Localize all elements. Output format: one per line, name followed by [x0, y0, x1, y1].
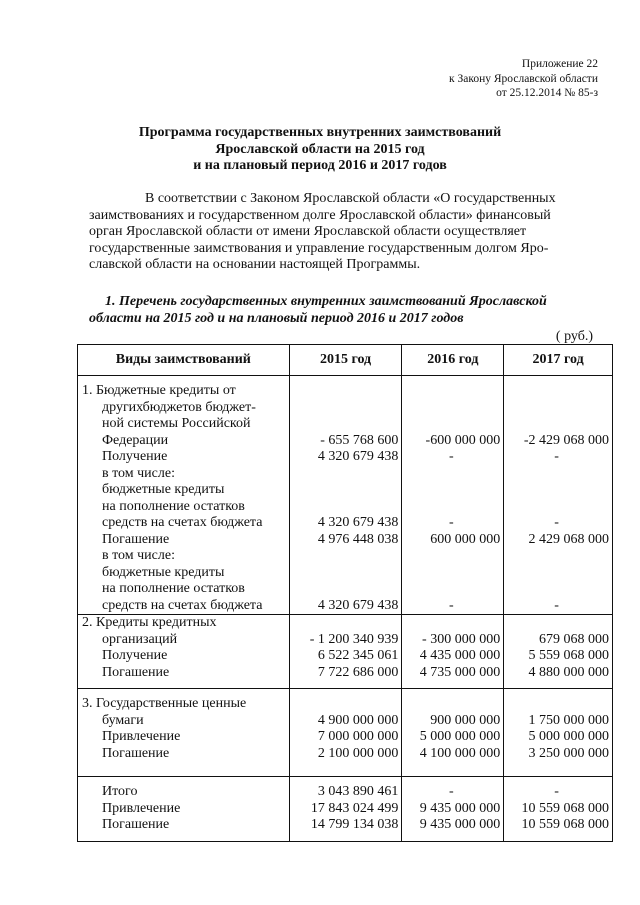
row-label: бюджетные кредиты	[102, 564, 225, 580]
title-line-1: Программа государственных внутренних заимствований	[138, 125, 502, 140]
value: 4 880 000 000	[528, 664, 609, 680]
value: 5 559 068 000	[528, 648, 609, 663]
value: 10 559 068 000	[521, 817, 609, 832]
value: 7 000 000 000	[317, 729, 399, 744]
value-cell-2017	[504, 615, 613, 689]
value: -	[554, 515, 559, 530]
value-cell-2017	[504, 689, 613, 777]
value: -	[554, 784, 559, 799]
value: 2 429 068 000	[528, 531, 609, 547]
value: 9 435 000 000	[419, 817, 501, 832]
intro-line: В соответствии с Законом Ярославской области «О государственных	[145, 191, 556, 206]
value: - 1 200 340 939	[309, 631, 399, 647]
value: 2 100 000 000	[317, 745, 399, 761]
unit-label: ( руб.)	[555, 329, 593, 344]
value: 4 320 679 438	[317, 597, 399, 613]
row-label: другихбюджетов бюджет-	[102, 399, 256, 415]
value: 6 522 345 061	[317, 648, 399, 663]
row-label: средств на счетах бюджета	[102, 597, 263, 613]
appendix-date: от 25.12.2014 № 85-з	[496, 87, 598, 99]
row-label: в том числе:	[102, 548, 175, 563]
row-label: 1. Бюджетные кредиты от	[82, 383, 236, 398]
value: 5 000 000 000	[419, 729, 501, 744]
table-row-budget-credits	[78, 376, 613, 615]
header-2016: 2016 год	[402, 345, 504, 376]
section-line: области на 2015 год и на плановый период 2016 и 2017 годов	[89, 310, 464, 326]
title-line-2: Ярославской области на 2015 год	[215, 141, 425, 157]
value: -	[448, 449, 454, 464]
value: 4 900 000 000	[317, 712, 399, 728]
value: -	[554, 449, 559, 464]
document-title	[0, 125, 640, 175]
value: - 300 000 000	[422, 631, 501, 647]
intro-line: орган Ярославской области от имени Ярославской области осуществляет	[89, 224, 527, 239]
value: 4 735 000 000	[419, 664, 501, 680]
row-label: бюджетные кредиты	[102, 482, 225, 497]
value-cell-2017	[504, 376, 613, 615]
value: -600 000 000	[425, 432, 501, 448]
intro-paragraph	[89, 191, 597, 274]
value: 4 320 679 438	[317, 515, 399, 530]
table-row-securities	[78, 689, 613, 777]
value: 900 000 000	[430, 712, 501, 728]
value: -2 429 068 000	[523, 432, 609, 448]
value: 3 250 000 000	[528, 745, 609, 761]
row-label: Итого	[102, 784, 138, 799]
value-cell-2016	[402, 777, 504, 842]
row-label: Погашение	[102, 745, 170, 761]
header-kind: Виды заимствований	[78, 345, 290, 376]
row-label-cell	[78, 777, 290, 842]
value-cell-2016	[402, 615, 504, 689]
value-cell-2015	[289, 376, 402, 615]
table-row-credit-organizations	[78, 615, 613, 689]
row-label: Федерации	[102, 432, 169, 448]
value: 5 000 000 000	[528, 729, 609, 744]
table-row-total	[78, 777, 613, 842]
value: 1 750 000 000	[528, 712, 609, 728]
value: - 655 768 600	[320, 432, 399, 448]
row-label: Погашение	[102, 817, 170, 832]
row-label-cell	[78, 689, 290, 777]
appendix-number: Приложение 22	[521, 58, 598, 70]
value: 9 435 000 000	[419, 800, 501, 816]
value-cell-2015	[289, 689, 402, 777]
row-label: Привлечение	[102, 729, 181, 744]
row-label: на пополнение остатков	[102, 581, 245, 596]
row-label-cell	[78, 615, 290, 689]
value: 17 843 024 499	[310, 800, 399, 816]
value: 7 722 686 000	[317, 664, 399, 680]
intro-line: заимствованиях и государственном долге Ярославской области» финансовый	[89, 207, 551, 223]
value: 4 100 000 000	[419, 745, 501, 761]
row-label: 2. Кредиты кредитных	[82, 615, 217, 630]
appendix-law: к Закону Ярославской области	[449, 72, 598, 85]
value-cell-2015	[289, 615, 402, 689]
value: 10 559 068 000	[521, 800, 609, 816]
intro-line: государственные заимствования и управление государственным долгом Яро-	[89, 240, 549, 256]
row-label: Погашение	[102, 531, 170, 547]
row-label: на пополнение остатков	[102, 498, 245, 514]
row-label: организаций	[102, 631, 178, 647]
row-label: 3. Государственные ценные	[82, 696, 247, 711]
row-label: ной системы Российской	[102, 416, 251, 431]
value: -	[448, 784, 454, 799]
header-2017: 2017 год	[504, 345, 613, 376]
table-header-row	[78, 345, 613, 376]
value: 4 976 448 038	[317, 531, 399, 547]
row-label: Получение	[102, 648, 168, 663]
value: 679 068 000	[539, 631, 609, 647]
value: 4 320 679 438	[317, 449, 399, 464]
header-2015: 2015 год	[289, 345, 402, 376]
value-cell-2017	[504, 777, 613, 842]
row-label: Получение	[102, 449, 168, 464]
row-label: в том числе:	[102, 465, 175, 481]
section-line: 1. Перечень государственных внутренних заимствований Ярославской	[105, 294, 547, 309]
value: 14 799 134 038	[310, 817, 399, 832]
value: 600 000 000	[430, 531, 501, 547]
value: 3 043 890 461	[317, 784, 399, 799]
row-label: Привлечение	[102, 800, 181, 816]
value-cell-2016	[402, 376, 504, 615]
title-line-3: и на плановый период 2016 и 2017 годов	[193, 158, 447, 173]
row-label-cell	[78, 376, 290, 615]
value-cell-2016	[402, 689, 504, 777]
value: 4 435 000 000	[419, 648, 501, 663]
row-label: средств на счетах бюджета	[102, 515, 263, 530]
row-label: Погашение	[102, 664, 170, 680]
row-label: бумаги	[102, 712, 144, 728]
appendix-header	[449, 57, 598, 101]
value: -	[448, 597, 454, 613]
value: -	[448, 515, 454, 530]
value: -	[554, 597, 559, 613]
section-heading	[89, 294, 599, 327]
intro-line: славской области на основании настоящей Программы.	[89, 257, 421, 272]
value-cell-2015	[289, 777, 402, 842]
borrowings-table	[77, 344, 613, 842]
